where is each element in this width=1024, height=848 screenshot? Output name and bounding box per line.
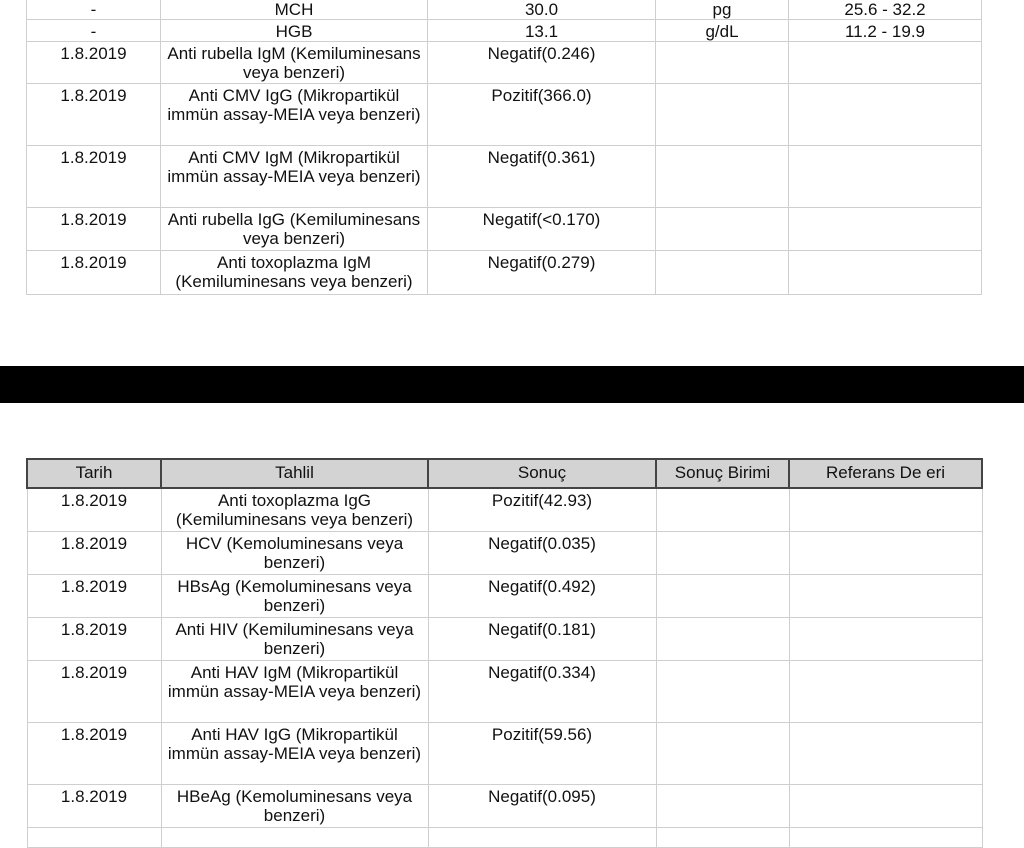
header-sonuc: Sonuç [428,459,656,488]
cell-tarih: 1.8.2019 [27,42,161,84]
cell-tahlil: Anti rubella IgG (Kemiluminesans veya benzeri) [161,208,428,251]
cell-sonuc: Negatif(0.334) [428,660,656,722]
cell-tarih: 1.8.2019 [27,84,161,146]
table-row [27,208,982,251]
cell-tarih: 1.8.2019 [27,722,161,784]
cell-sonuc: 30.0 [428,0,656,20]
cell-tarih: - [27,20,161,42]
cell-tarih: 1.8.2019 [27,531,161,574]
header-tahlil: Tahlil [161,459,428,488]
cell-tahlil: Anti HAV IgM (Mikropartikül immün assay-MEIA veya benzeri) [161,660,428,722]
cell-tahlil: Anti HAV IgG (Mikropartikül immün assay-MEIA veya benzeri) [161,722,428,784]
table-row [27,574,982,617]
table-row [27,784,982,827]
cell-tahlil: HCV (Kemoluminesans veya benzeri) [161,531,428,574]
table-row [27,84,982,146]
table-row [27,0,982,20]
cell-sonuc: Negatif(0.095) [428,784,656,827]
cell-birim [656,42,789,84]
cell-tahlil: Anti toxoplazma IgM (Kemiluminesans veya benzeri) [161,251,428,295]
cell-tahlil [161,827,428,847]
table-row [27,488,982,531]
cell-tarih: 1.8.2019 [27,617,161,660]
cell-birim [656,208,789,251]
cell-referans [789,531,982,574]
cell-birim [656,784,789,827]
cell-birim: g/dL [656,20,789,42]
cell-birim [656,251,789,295]
cell-sonuc: Negatif(0.361) [428,146,656,208]
bottom-results-table [26,458,983,848]
cell-birim [656,574,789,617]
cell-sonuc: Pozitif(42.93) [428,488,656,531]
cell-referans [789,488,982,531]
cell-tahlil: Anti toxoplazma IgG (Kemiluminesans veya benzeri) [161,488,428,531]
cell-referans [789,208,982,251]
cell-sonuc: Pozitif(366.0) [428,84,656,146]
cell-birim [656,531,789,574]
header-birim: Sonuç Birimi [656,459,789,488]
table-header [27,459,982,488]
cell-tarih: 1.8.2019 [27,251,161,295]
table-row [27,722,982,784]
cell-tarih: 1.8.2019 [27,574,161,617]
cell-birim: pg [656,0,789,20]
cell-tahlil: MCH [161,0,428,20]
cell-referans [789,146,982,208]
cell-sonuc: Negatif(0.279) [428,251,656,295]
table-row [27,617,982,660]
table-row [27,20,982,42]
cell-referans [789,784,982,827]
cell-birim [656,84,789,146]
table-row [27,42,982,84]
table-row [27,146,982,208]
cell-birim [656,827,789,847]
cell-tarih: 1.8.2019 [27,488,161,531]
cell-referans [789,660,982,722]
top-results-table [26,0,982,295]
cell-tarih: - [27,0,161,20]
cell-tahlil: HBsAg (Kemoluminesans veya benzeri) [161,574,428,617]
cell-sonuc: Pozitif(59.56) [428,722,656,784]
cell-tahlil: Anti CMV IgG (Mikropartikül immün assay-MEIA veya benzeri) [161,84,428,146]
header-referans: Referans De eri [789,459,982,488]
cell-tarih: 1.8.2019 [27,660,161,722]
cell-tahlil: HBeAg (Kemoluminesans veya benzeri) [161,784,428,827]
table-row [27,660,982,722]
cell-birim [656,488,789,531]
cell-birim [656,660,789,722]
cell-sonuc [428,827,656,847]
cell-tahlil: Anti HIV (Kemiluminesans veya benzeri) [161,617,428,660]
cell-sonuc: Negatif(0.246) [428,42,656,84]
cell-tahlil: Anti CMV IgM (Mikropartikül immün assay-MEIA veya benzeri) [161,146,428,208]
cell-referans [789,251,982,295]
cell-referans: 11.2 - 19.9 [789,20,982,42]
cell-referans [789,84,982,146]
cell-referans [789,827,982,847]
cell-referans [789,574,982,617]
cell-sonuc: 13.1 [428,20,656,42]
header-tarih: Tarih [27,459,161,488]
table-row [27,531,982,574]
cell-birim [656,617,789,660]
cell-referans [789,617,982,660]
page-separator-band [0,366,1024,403]
cell-sonuc: Negatif(0.492) [428,574,656,617]
cell-referans [789,42,982,84]
cell-tarih: 1.8.2019 [27,784,161,827]
cell-tahlil: HGB [161,20,428,42]
cell-referans [789,722,982,784]
cell-tarih: 1.8.2019 [27,146,161,208]
table-row [27,251,982,295]
cell-tarih [27,827,161,847]
table-row [27,827,982,847]
cell-birim [656,146,789,208]
cell-birim [656,722,789,784]
top-table-body [27,0,982,295]
cell-referans: 25.6 - 32.2 [789,0,982,20]
cell-sonuc: Negatif(<0.170) [428,208,656,251]
cell-tahlil: Anti rubella IgM (Kemiluminesans veya benzeri) [161,42,428,84]
header-row [27,459,982,488]
cell-sonuc: Negatif(0.035) [428,531,656,574]
bottom-table-body [27,488,982,847]
cell-tarih: 1.8.2019 [27,208,161,251]
cell-sonuc: Negatif(0.181) [428,617,656,660]
